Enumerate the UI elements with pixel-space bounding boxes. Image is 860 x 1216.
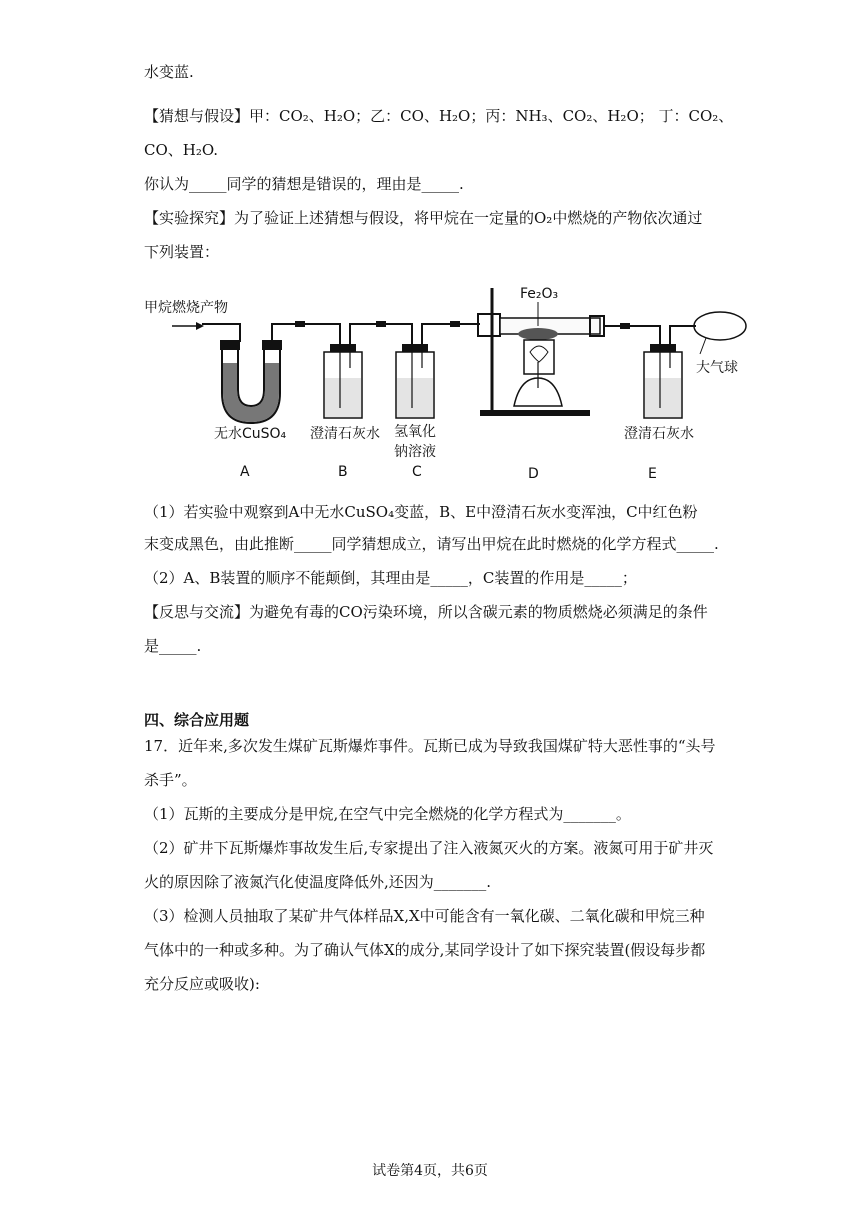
letter-c: C bbox=[412, 464, 422, 480]
letter-e: E bbox=[648, 466, 657, 482]
fe2o3-label: Fe₂O₃ bbox=[520, 286, 559, 302]
text-line: 气体中的一种或多种。为了确认气体X的成分,某同学设计了如下探究装置(假设每步都 bbox=[144, 941, 706, 959]
label-e: 澄清石灰水 bbox=[624, 426, 694, 442]
text-line: 末变成黑色，由此推断_____同学猜想成立，请写出甲烷在此时燃烧的化学方程式_____. bbox=[144, 535, 719, 553]
text-line: CO、H₂O. bbox=[144, 141, 219, 159]
text-line: 是_____. bbox=[144, 637, 202, 655]
text-line: 杀手”。 bbox=[144, 771, 197, 789]
letter-d: D bbox=[528, 466, 539, 482]
text-line: （1）瓦斯的主要成分是甲烷,在空气中完全燃烧的化学方程式为_______。 bbox=[144, 805, 631, 823]
text-line: 17．近年来,多次发生煤矿瓦斯爆炸事件。瓦斯已成为导致我国煤矿特大恶性事的“头号 bbox=[144, 737, 716, 755]
label-a: 无水CuSO₄ bbox=[214, 426, 287, 442]
label-c-line1: 氢氧化 bbox=[394, 424, 436, 440]
u-tube-a bbox=[220, 340, 282, 423]
label-c-line2: 钠溶液 bbox=[394, 444, 436, 460]
text-line: （2）A、B装置的顺序不能颠倒，其理由是_____，C装置的作用是_____； bbox=[144, 569, 637, 587]
apparatus-diagram bbox=[140, 278, 760, 488]
text-line: （3）检测人员抽取了某矿井气体样品X,X中可能含有一氧化碳、二氧化碳和甲烷三种 bbox=[144, 907, 705, 925]
bottle-c bbox=[396, 344, 434, 418]
stand-d bbox=[478, 288, 604, 416]
source-label: 甲烷燃烧产物 bbox=[144, 300, 228, 316]
text-line: 【猜想与假设】甲：CO₂、H₂O；乙：CO、H₂O；丙：NH₃、CO₂、H₂O； 丁：CO₂、 bbox=[144, 107, 734, 125]
text-line: 充分反应或吸收): bbox=[144, 975, 260, 993]
label-b: 澄清石灰水 bbox=[310, 426, 380, 442]
balloon bbox=[694, 312, 746, 340]
text-line: 【实验探究】为了验证上述猜想与假设，将甲烷在一定量的O₂中燃烧的产物依次通过 bbox=[144, 209, 703, 227]
text-line: 火的原因除了液氮汽化使温度降低外,还因为_______. bbox=[144, 873, 492, 891]
text-line: 下列装置： bbox=[144, 243, 220, 261]
page-footer: 试卷第4页，共6页 bbox=[372, 1163, 488, 1179]
text-line: 你认为_____同学的猜想是错误的，理由是_____. bbox=[144, 175, 464, 193]
text-line: （2）矿井下瓦斯爆炸事故发生后,专家提出了注入液氮灭火的方案。液氮可用于矿井灭 bbox=[144, 839, 714, 857]
letter-b: B bbox=[338, 464, 348, 480]
text-line: （1）若实验中观察到A中无水CuSO₄变蓝，B、E中澄清石灰水变浑浊，C中红色粉 bbox=[144, 503, 698, 521]
balloon-label: 大气球 bbox=[696, 360, 738, 376]
text-line: 【反思与交流】为避免有毒的CO污染环境，所以含碳元素的物质燃烧必须满足的条件 bbox=[144, 603, 708, 621]
bottle-e bbox=[644, 344, 682, 418]
section-heading: 四、综合应用题 bbox=[144, 711, 250, 729]
bottle-b bbox=[324, 344, 362, 418]
letter-a: A bbox=[240, 464, 250, 480]
text-line: 水变蓝. bbox=[144, 63, 194, 81]
